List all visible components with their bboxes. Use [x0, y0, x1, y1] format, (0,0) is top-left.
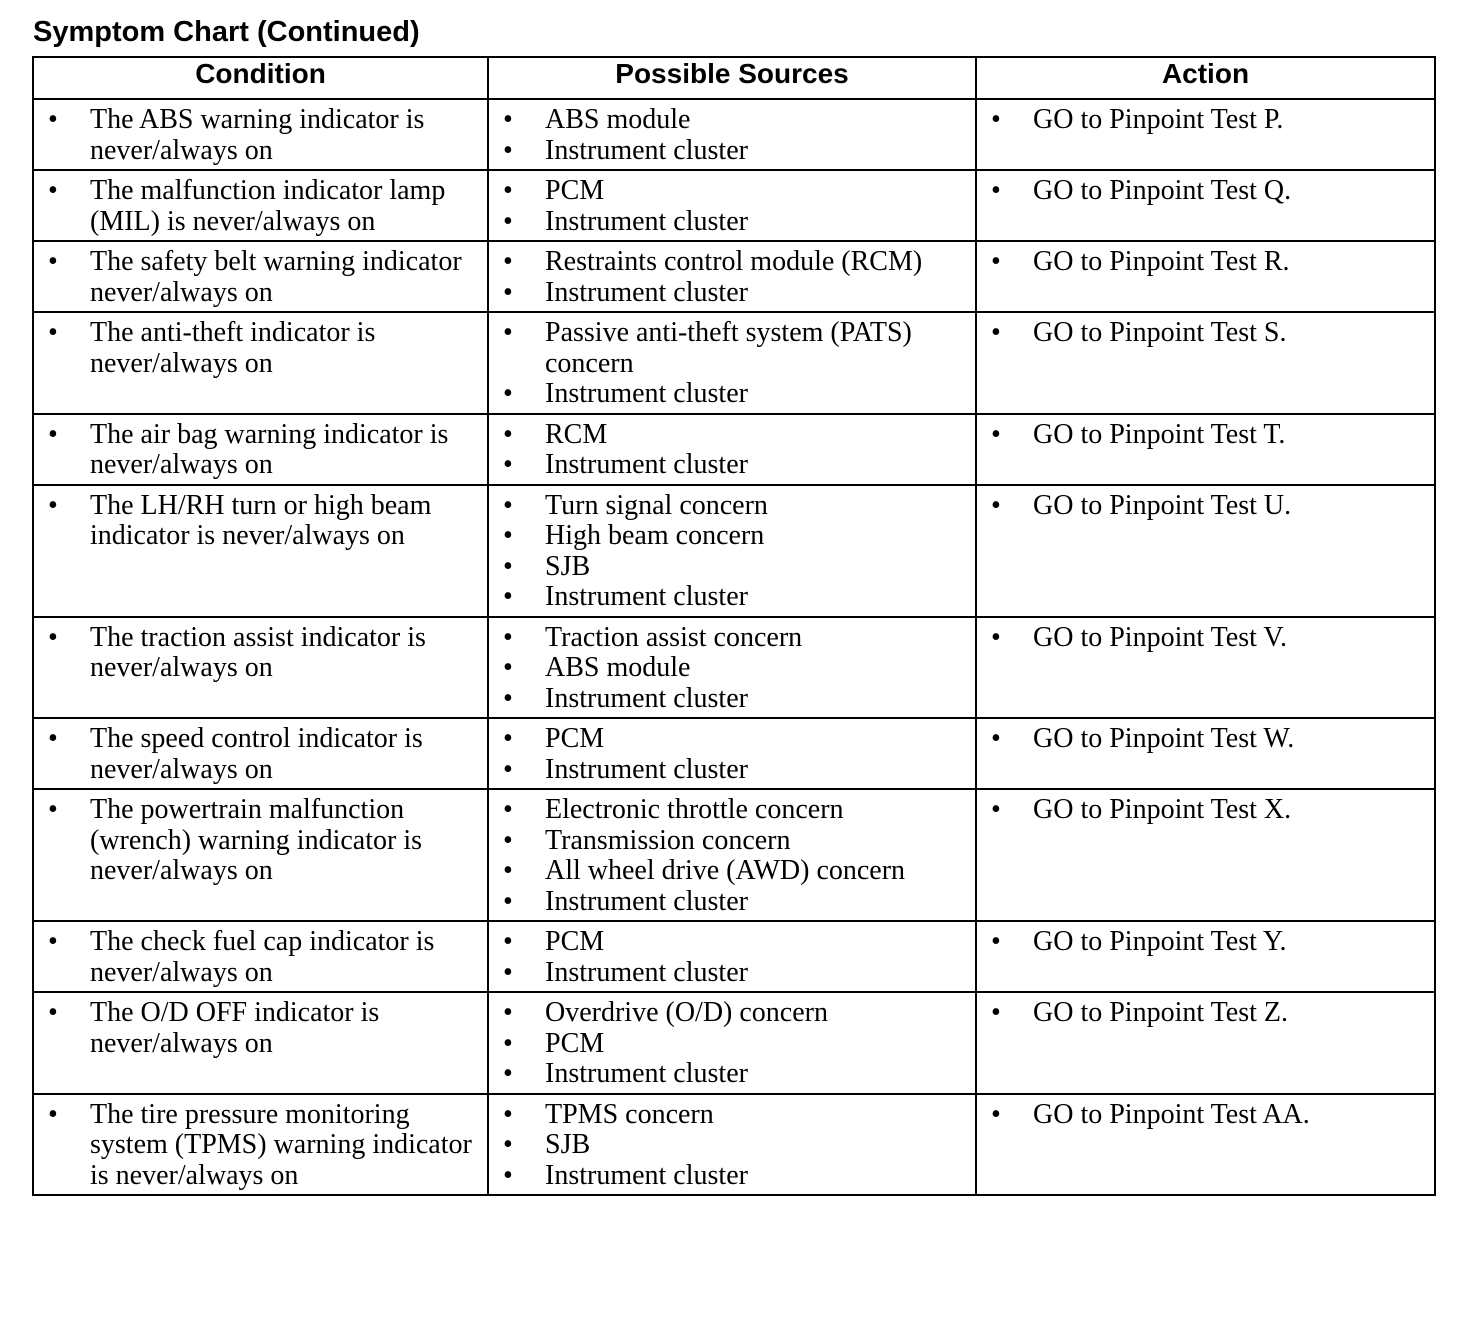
header-possible-sources: Possible Sources	[488, 57, 976, 99]
condition-cell	[33, 1094, 488, 1196]
condition-list	[48, 724, 479, 785]
action-list	[991, 998, 1426, 1029]
possible-sources-cell	[488, 485, 976, 617]
condition-cell	[33, 789, 488, 921]
condition-text: • The air bag warning indicator is never/always on	[48, 420, 479, 481]
condition-list	[48, 420, 479, 481]
source-item: • Instrument cluster	[503, 207, 967, 238]
table-row	[33, 485, 1435, 617]
sources-list	[503, 795, 967, 917]
action-cell	[976, 170, 1435, 241]
source-item: • PCM	[503, 1029, 967, 1060]
action-list	[991, 724, 1426, 755]
condition-list	[48, 623, 479, 684]
possible-sources-cell	[488, 1094, 976, 1196]
condition-text: • The LH/RH turn or high beam indicator is never/always on	[48, 491, 479, 552]
source-item: • High beam concern	[503, 521, 967, 552]
sources-list	[503, 491, 967, 613]
source-item: • Instrument cluster	[503, 1161, 967, 1192]
source-item: • PCM	[503, 724, 967, 755]
sources-list	[503, 724, 967, 785]
action-cell	[976, 485, 1435, 617]
table-row	[33, 718, 1435, 789]
condition-text: • The anti-theft indicator is never/always on	[48, 318, 479, 379]
sources-list	[503, 247, 967, 308]
action-cell	[976, 718, 1435, 789]
action-text: • GO to Pinpoint Test Q.	[991, 176, 1426, 207]
condition-list	[48, 247, 479, 308]
action-text: • GO to Pinpoint Test X.	[991, 795, 1426, 826]
sources-list	[503, 623, 967, 715]
condition-cell	[33, 170, 488, 241]
condition-text: • The tire pressure monitoring system (TPMS) warning indicator is never/always on	[48, 1100, 479, 1192]
source-item: • Instrument cluster	[503, 379, 967, 410]
possible-sources-cell	[488, 241, 976, 312]
symptom-chart-table	[32, 56, 1436, 1196]
action-cell	[976, 99, 1435, 170]
sources-list	[503, 927, 967, 988]
possible-sources-cell	[488, 718, 976, 789]
action-cell	[976, 1094, 1435, 1196]
table-row	[33, 99, 1435, 170]
action-list	[991, 105, 1426, 136]
source-item: • PCM	[503, 927, 967, 958]
condition-list	[48, 318, 479, 379]
condition-list	[48, 105, 479, 166]
action-list	[991, 491, 1426, 522]
action-cell	[976, 414, 1435, 485]
source-item: • Overdrive (O/D) concern	[503, 998, 967, 1029]
action-text: • GO to Pinpoint Test T.	[991, 420, 1426, 451]
source-item: • SJB	[503, 1130, 967, 1161]
action-text: • GO to Pinpoint Test Z.	[991, 998, 1426, 1029]
header-action: Action	[976, 57, 1435, 99]
possible-sources-cell	[488, 921, 976, 992]
possible-sources-cell	[488, 414, 976, 485]
condition-list	[48, 491, 479, 552]
source-item: • RCM	[503, 420, 967, 451]
source-item: • SJB	[503, 552, 967, 583]
source-item: • ABS module	[503, 105, 967, 136]
sources-list	[503, 176, 967, 237]
table-row	[33, 414, 1435, 485]
condition-text: • The traction assist indicator is never/always on	[48, 623, 479, 684]
source-item: • Instrument cluster	[503, 136, 967, 167]
condition-cell	[33, 617, 488, 719]
action-cell	[976, 789, 1435, 921]
source-item: • Instrument cluster	[503, 582, 967, 613]
condition-text: • The speed control indicator is never/always on	[48, 724, 479, 785]
condition-list	[48, 927, 479, 988]
possible-sources-cell	[488, 312, 976, 414]
sources-list	[503, 318, 967, 410]
source-item: • Turn signal concern	[503, 491, 967, 522]
source-item: • Instrument cluster	[503, 887, 967, 918]
table-row	[33, 789, 1435, 921]
condition-cell	[33, 992, 488, 1094]
table-row	[33, 241, 1435, 312]
table-row	[33, 312, 1435, 414]
source-item: • PCM	[503, 176, 967, 207]
action-cell	[976, 312, 1435, 414]
condition-text: • The O/D OFF indicator is never/always on	[48, 998, 479, 1059]
table-row	[33, 1094, 1435, 1196]
action-list	[991, 623, 1426, 654]
source-item: • TPMS concern	[503, 1100, 967, 1131]
action-list	[991, 318, 1426, 349]
condition-text: • The malfunction indicator lamp (MIL) is never/always on	[48, 176, 479, 237]
possible-sources-cell	[488, 99, 976, 170]
condition-list	[48, 176, 479, 237]
action-text: • GO to Pinpoint Test W.	[991, 724, 1426, 755]
action-cell	[976, 617, 1435, 719]
condition-list	[48, 998, 479, 1059]
condition-cell	[33, 718, 488, 789]
source-item: • Instrument cluster	[503, 450, 967, 481]
table-row	[33, 992, 1435, 1094]
action-list	[991, 176, 1426, 207]
source-item: • All wheel drive (AWD) concern	[503, 856, 967, 887]
condition-list	[48, 1100, 479, 1192]
action-text: • GO to Pinpoint Test AA.	[991, 1100, 1426, 1131]
possible-sources-cell	[488, 170, 976, 241]
page-title: Symptom Chart (Continued)	[33, 16, 420, 48]
sources-list	[503, 105, 967, 166]
sources-list	[503, 998, 967, 1090]
condition-list	[48, 795, 479, 887]
source-item: • Instrument cluster	[503, 755, 967, 786]
condition-text: • The safety belt warning indicator never/always on	[48, 247, 479, 308]
table-row	[33, 617, 1435, 719]
possible-sources-cell	[488, 617, 976, 719]
action-cell	[976, 992, 1435, 1094]
possible-sources-cell	[488, 789, 976, 921]
source-item: • Traction assist concern	[503, 623, 967, 654]
sources-list	[503, 420, 967, 481]
action-text: • GO to Pinpoint Test R.	[991, 247, 1426, 278]
header-condition: Condition	[33, 57, 488, 99]
action-cell	[976, 241, 1435, 312]
action-list	[991, 1100, 1426, 1131]
action-list	[991, 420, 1426, 451]
condition-cell	[33, 241, 488, 312]
action-text: • GO to Pinpoint Test Y.	[991, 927, 1426, 958]
action-text: • GO to Pinpoint Test P.	[991, 105, 1426, 136]
condition-text: • The powertrain malfunction (wrench) warning indicator is never/always on	[48, 795, 479, 887]
condition-cell	[33, 414, 488, 485]
source-item: • Electronic throttle concern	[503, 795, 967, 826]
action-cell	[976, 921, 1435, 992]
condition-cell	[33, 921, 488, 992]
table-row	[33, 170, 1435, 241]
action-text: • GO to Pinpoint Test S.	[991, 318, 1426, 349]
condition-cell	[33, 485, 488, 617]
condition-text: • The check fuel cap indicator is never/always on	[48, 927, 479, 988]
action-list	[991, 795, 1426, 826]
source-item: • Restraints control module (RCM)	[503, 247, 967, 278]
possible-sources-cell	[488, 992, 976, 1094]
action-text: • GO to Pinpoint Test U.	[991, 491, 1426, 522]
action-text: • GO to Pinpoint Test V.	[991, 623, 1426, 654]
source-item: • Instrument cluster	[503, 1059, 967, 1090]
condition-cell	[33, 99, 488, 170]
condition-cell	[33, 312, 488, 414]
table-body	[33, 99, 1435, 1195]
source-item: • Instrument cluster	[503, 278, 967, 309]
header-row	[33, 57, 1435, 99]
source-item: • Instrument cluster	[503, 958, 967, 989]
table-row	[33, 921, 1435, 992]
action-list	[991, 247, 1426, 278]
source-item: • Instrument cluster	[503, 684, 967, 715]
action-list	[991, 927, 1426, 958]
source-item: • Transmission concern	[503, 826, 967, 857]
condition-text: • The ABS warning indicator is never/always on	[48, 105, 479, 166]
source-item: • ABS module	[503, 653, 967, 684]
sources-list	[503, 1100, 967, 1192]
source-item: • Passive anti-theft system (PATS) concern	[503, 318, 967, 379]
